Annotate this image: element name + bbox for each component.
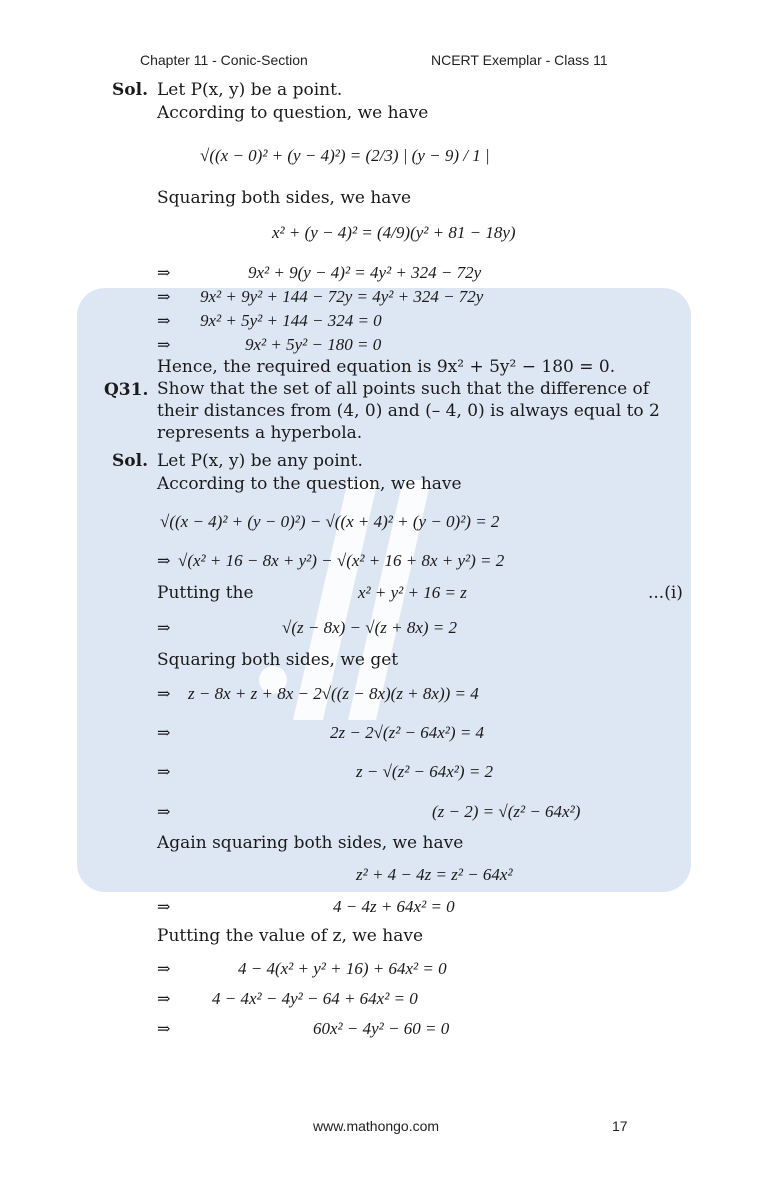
equation: 9x² + 5y² − 180 = 0	[245, 335, 382, 354]
implies-symbol: ⇒	[157, 802, 171, 821]
equation: z − 8x + z + 8x − 2√((z − 8x)(z + 8x)) = 4	[188, 684, 479, 703]
equation: 9x² + 9(y − 4)² = 4y² + 324 − 72y	[248, 263, 482, 282]
implies-symbol: ⇒	[157, 959, 171, 978]
implies-symbol: ⇒	[157, 335, 171, 354]
equation: z − √(z² − 64x²) = 2	[356, 762, 494, 781]
equation: 9x² + 5y² + 144 − 324 = 0	[200, 311, 382, 330]
equation: 60x² − 4y² − 60 = 0	[313, 1019, 450, 1038]
equation-tag: ...(i)	[648, 583, 683, 603]
equation: 4 − 4x² − 4y² − 64 + 64x² = 0	[212, 989, 418, 1008]
equation: 2z − 2√(z² − 64x²) = 4	[330, 723, 485, 742]
implies-symbol: ⇒	[157, 1019, 171, 1038]
implies-symbol: ⇒	[157, 311, 171, 330]
question-label: Q31.	[104, 380, 149, 400]
header-chapter: Chapter 11 - Conic-Section	[140, 52, 308, 68]
page-number: 17	[612, 1118, 628, 1134]
sol-text: Putting the	[157, 583, 254, 603]
sol-text: Again squaring both sides, we have	[157, 833, 464, 853]
sol-text: Squaring both sides, we get	[157, 650, 399, 670]
question-text: Show that the set of all points such that the difference of their distances from (4, 0) and (– 4, 0) is always equal to 2 represents a hyperbola.	[157, 379, 660, 443]
sol-text: According to question, we have	[157, 103, 429, 123]
equation: √((x − 0)² + (y − 4)²) = (2/3) | (y − 9) / 1 |	[200, 146, 490, 165]
equation: 4 − 4z + 64x² = 0	[333, 897, 455, 916]
equation: 9x² + 9y² + 144 − 72y = 4y² + 324 − 72y	[200, 287, 484, 306]
equation: √((x − 4)² + (y − 0)²) − √((x + 4)² + (y − 0)²) = 2	[160, 512, 500, 531]
footer-site-link[interactable]: www.mathongo.com	[313, 1118, 440, 1134]
equation: √(z − 8x) − √(z + 8x) = 2	[282, 618, 458, 637]
implies-symbol: ⇒	[157, 287, 171, 306]
implies-symbol: ⇒	[157, 684, 171, 703]
sol-text: Squaring both sides, we have	[157, 188, 412, 208]
equation: x² + (y − 4)² = (4/9)(y² + 81 − 18y)	[272, 223, 516, 242]
implies-symbol: ⇒	[157, 897, 171, 916]
sol-text: Hence, the required equation is 9x² + 5y² − 180 = 0.	[157, 357, 616, 377]
sol-label: Sol.	[112, 80, 148, 100]
sol-text: Let P(x, y) be a point.	[157, 80, 343, 100]
implies-symbol: ⇒	[157, 551, 171, 570]
implies-symbol: ⇒	[157, 989, 171, 1008]
implies-symbol: ⇒	[157, 263, 171, 282]
implies-symbol: ⇒	[157, 618, 171, 637]
sol-text: Putting the value of z, we have	[157, 926, 424, 946]
implies-symbol: ⇒	[157, 762, 171, 781]
equation: x² + y² + 16 = z	[358, 583, 467, 602]
equation: 4 − 4(x² + y² + 16) + 64x² = 0	[238, 959, 447, 978]
sol-text: Let P(x, y) be any point.	[157, 451, 363, 471]
sol-label: Sol.	[112, 451, 148, 471]
sol-text: According to the question, we have	[157, 474, 462, 494]
header-book: NCERT Exemplar - Class 11	[431, 52, 608, 68]
equation: z² + 4 − 4z = z² − 64x²	[356, 865, 513, 884]
equation: (z − 2) = √(z² − 64x²)	[432, 802, 581, 821]
implies-symbol: ⇒	[157, 723, 171, 742]
equation: √(x² + 16 − 8x + y²) − √(x² + 16 + 8x + y²) = 2	[178, 551, 505, 570]
